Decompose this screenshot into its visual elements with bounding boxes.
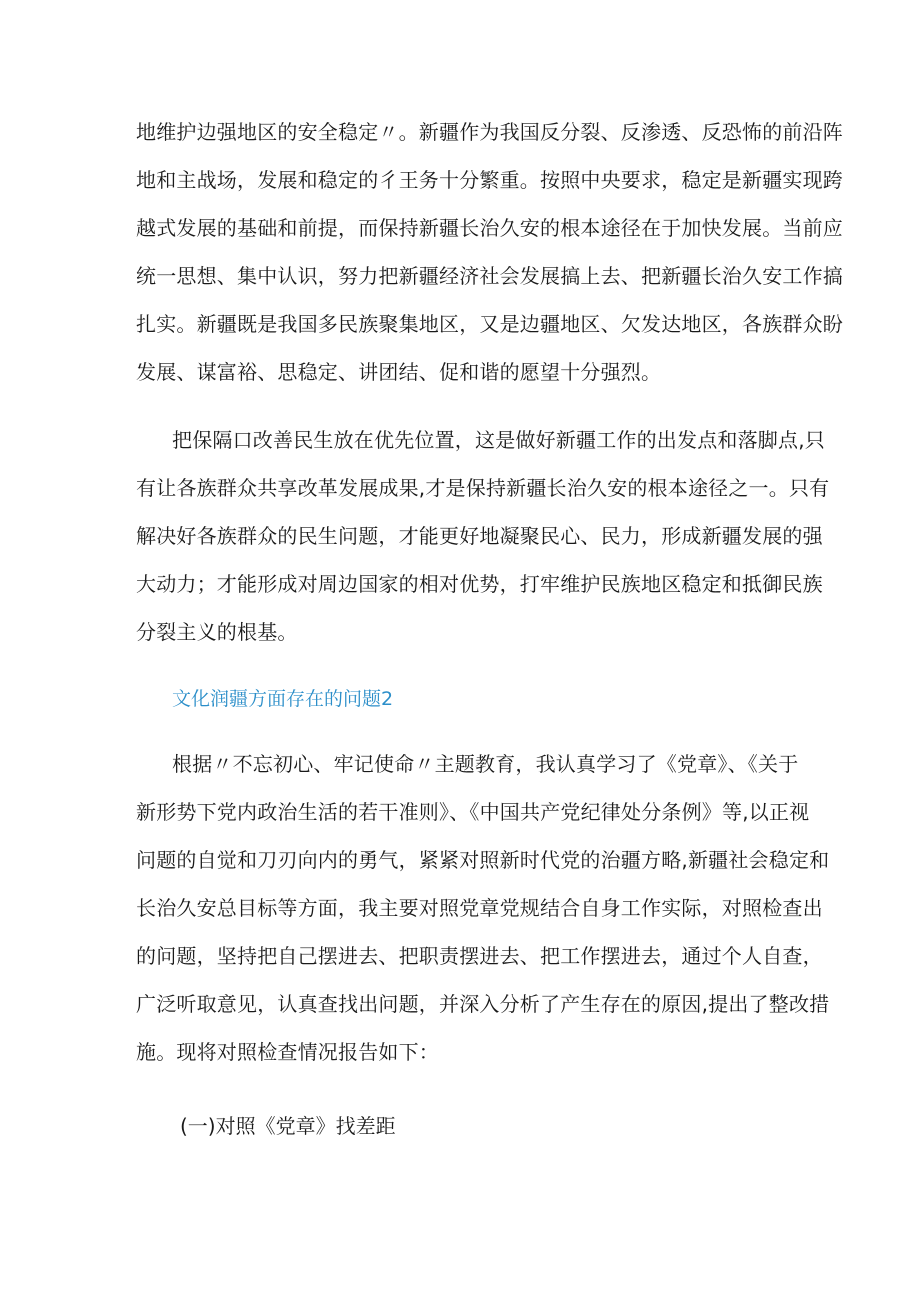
- paragraph-line: 新形势下党内政治生活的若干准则》、《中国共产党纪律处分条例》等,以正视: [136, 800, 810, 824]
- paragraph-line: 地和主战场，发展和稳定的彳王务十分繁重。按照中央要求，稳定是新疆实现跨: [136, 168, 843, 192]
- paragraph-line: 分裂主义的根基。: [136, 620, 298, 644]
- paragraph-line: 的问题，坚持把自己摆进去、把职责摆进去、把工作摆进去，通过个人自查，: [136, 944, 823, 968]
- paragraph-line: 有让各族群众共享改革发展成果,才是保持新疆长治久安的根本途径之一。只有: [136, 476, 830, 500]
- paragraph-line: 根据〃不忘初心、牢记使命〃主题教育，我认真学习了《党章》、《关于: [172, 752, 799, 776]
- paragraph-line: 越式发展的基础和前提，而保持新疆长治久安的根本途径在于加快发展。当前应: [136, 216, 843, 240]
- paragraph-line: 施。现将对照检查情况报告如下：: [136, 1040, 439, 1064]
- paragraph-line: 发展、谋富裕、思稳定、讲团结、促和谐的愿望十分强烈。: [136, 360, 662, 384]
- paragraph-line: 广泛听取意见，认真查找出问题，并深入分析了产生存在的原因,提出了整改措: [136, 992, 830, 1016]
- paragraph-line: 把保隔口改善民生放在优先位置，这是做好新疆工作的出发点和落脚点,只: [172, 428, 825, 452]
- section-heading: 文化润疆方面存在的问题2: [172, 688, 394, 710]
- subsection-heading: (一)对照《党章》找差距: [180, 1114, 396, 1138]
- paragraph-line: 统一思想、集中认识，努力把新疆经济社会发展搞上去、把新疆长治久安工作搞: [136, 264, 843, 288]
- paragraph-line: 问题的自觉和刀刃向内的勇气，紧紧对照新时代党的治疆方略,新疆社会稳定和: [136, 848, 830, 872]
- paragraph-line: 解决好各族群众的民生问题，才能更好地凝聚民心、民力，形成新疆发展的强: [136, 524, 823, 548]
- paragraph-line: 大动力；才能形成对周边国家的相对优势，打牢维护民族地区稳定和抵御民族: [136, 572, 823, 596]
- paragraph-line: 扎实。新疆既是我国多民族聚集地区，又是边疆地区、欠发达地区，各族群众盼: [136, 312, 843, 336]
- paragraph-line: 地维护边强地区的安全稳定〃。新疆作为我国反分裂、反渗透、反恐怖的前沿阵: [136, 120, 843, 144]
- paragraph-line: 长治久安总目标等方面，我主要对照党章党规结合自身工作实际，对照检查出: [136, 896, 823, 920]
